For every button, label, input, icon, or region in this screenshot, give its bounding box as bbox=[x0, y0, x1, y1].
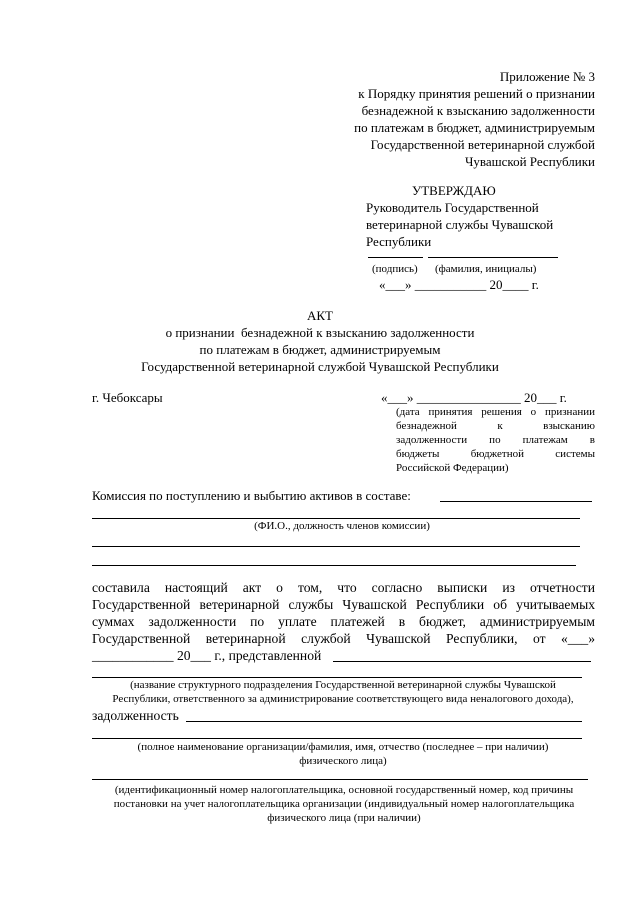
decision-caption-line: бюджеты бюджетной системы bbox=[396, 448, 595, 460]
unit-caption-line: (название структурного подразделения Государственной ветеринарной службы Чувашской bbox=[130, 679, 556, 691]
appendix-line: Государственной ветеринарной службой bbox=[370, 137, 595, 152]
name-caption: (фамилия, инициалы) bbox=[435, 263, 537, 275]
inn-line bbox=[92, 779, 588, 780]
decision-date: «___» ________________ 20___ г. bbox=[381, 390, 567, 405]
act-title: АКТ bbox=[307, 308, 333, 323]
approve-position bbox=[366, 199, 586, 250]
commission-member-line bbox=[92, 565, 576, 566]
act-heading bbox=[40, 307, 600, 375]
appendix-line: Чувашской Республики bbox=[464, 154, 595, 169]
commission-label: Комиссия по поступлению и выбытию активов в составе: bbox=[92, 488, 411, 503]
body-date-tail: ____________ 20___ г., представленной bbox=[92, 648, 322, 663]
appendix-line: по платежам в бюджет, администрируемым bbox=[354, 120, 595, 135]
inn-caption-line: физического лица (при наличии) bbox=[267, 812, 421, 824]
commission-fill-line bbox=[440, 501, 592, 502]
place: г. Чебоксары bbox=[92, 390, 163, 405]
decision-caption-line: задолженности по платежам в bbox=[396, 434, 595, 446]
approve-line: ветеринарной службы Чувашской bbox=[366, 217, 554, 232]
organization-caption-line: (полное наименование организации/фамилия, имя, отчество (последнее – при наличии) bbox=[137, 741, 549, 753]
organization-line bbox=[92, 738, 582, 739]
decision-caption-line: безнадежной к взысканию bbox=[396, 420, 595, 432]
decision-caption-line: Российской Федерации) bbox=[396, 462, 509, 474]
inn-caption bbox=[88, 783, 600, 825]
inn-caption-line: (идентификационный номер налогоплательщика, основной государственный номер, код причины bbox=[114, 784, 574, 796]
inn-caption-line: постановки на учет налогоплательщика организации (индивидуальный номер налогоплательщика bbox=[113, 798, 575, 810]
unit-caption-line: Республики, ответственного за администрирование соответствующего вида неналогового дохода), bbox=[112, 693, 574, 705]
organization-caption bbox=[88, 740, 598, 768]
body-line: Государственной ветеринарной службы Чувашской Республики об учитываемых bbox=[92, 597, 595, 612]
unit-caption bbox=[88, 678, 598, 706]
appendix-line: к Порядку принятия решений о признании bbox=[358, 86, 595, 101]
commission-member-line bbox=[92, 546, 580, 547]
name-line bbox=[428, 257, 558, 258]
body-line: составила настоящий акт о том, что согласно выписки из отчетности bbox=[92, 580, 595, 595]
approve-line: Руководитель Государственной bbox=[366, 200, 539, 215]
body-line: суммах задолженности по уплате платежей в бюджет, администрируемым bbox=[92, 614, 595, 629]
debt-line bbox=[186, 721, 582, 722]
decision-caption-line: (дата принятия решения о признании bbox=[396, 406, 595, 418]
approve-title: УТВЕРЖДАЮ bbox=[412, 183, 496, 198]
approve-line: Республики bbox=[366, 234, 432, 249]
act-subtitle-line: по платежам в бюджет, администрируемым bbox=[199, 342, 441, 357]
signature-line bbox=[368, 257, 423, 258]
organization-caption-line: физического лица) bbox=[299, 755, 387, 767]
appendix-block bbox=[300, 68, 595, 170]
approve-date: «___» ___________ 20____ г. bbox=[379, 277, 539, 292]
decision-date-caption bbox=[396, 405, 595, 475]
signature-caption: (подпись) bbox=[372, 263, 418, 275]
act-subtitle-line: о признании безнадежной к взысканию задолженности bbox=[165, 325, 475, 340]
submitted-by-line bbox=[333, 661, 591, 662]
act-subtitle-line: Государственной ветеринарной службой Чувашской Республики bbox=[141, 359, 499, 374]
appendix-title: Приложение № 3 bbox=[499, 69, 595, 84]
debt-label: задолженность bbox=[92, 708, 179, 723]
body-paragraph bbox=[92, 579, 595, 647]
appendix-line: безнадежной к взысканию задолженности bbox=[361, 103, 595, 118]
commission-caption: (ФИ.О., должность членов комиссии) bbox=[254, 520, 430, 532]
body-line: Государственной ветеринарной службой Чувашской Республики, от «___» bbox=[92, 631, 595, 646]
